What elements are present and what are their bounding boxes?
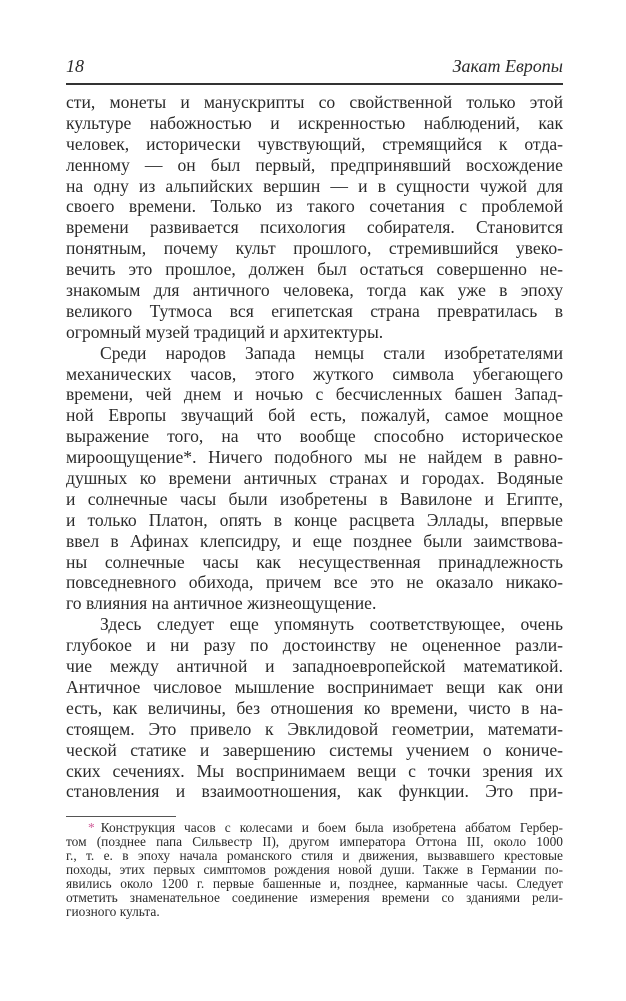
text-line: душных ко времени античных странах и городах. Водяные [66,468,563,489]
header-rule [66,83,563,85]
text-line: становления и взаимоотношения, как функции. Это при- [66,781,563,802]
text-line: глубокое и ни разу по достоинству не оцененное разли- [66,635,563,656]
text-line: мироощущение*. Ничего подобного мы не найдем в равно- [66,447,563,468]
text-line: своего времени. Только из такого сочетания с проблемой [66,196,563,217]
text-line: чие между античной и западноевропейской математикой. [66,656,563,677]
text-line: времени развивается психология собирателя. Становится [66,217,563,238]
text-line: ной Европы звучащий бой есть, пожалуй, самое мощное [66,405,563,426]
running-header [66,56,563,80]
text-line: великого Тутмоса вся египетская страна превратилась в [66,300,563,321]
text-line: выражение того, на что вообще способно историческое [66,426,563,447]
footnote-line: отметить знаменательное соединение измерения времени со зданиями рели- [66,890,563,905]
text-line: знакомым для античного человека, тогда как уже в эпоху [66,280,563,301]
text-line: го влияния на античное жизнеощущение. [66,593,377,614]
text-line: и только Платон, опять в конце расцвета Эллады, впервые [66,509,563,530]
footnote-line: том (позднее папа Сильвестр II), другом императора Оттона III, около 1000 [66,834,563,849]
text-line: повседневного обихода, причем все это не оказало никако- [66,572,563,593]
page-number: 18 [66,56,84,76]
footnote-line: г., т. е. в эпоху начала романского стиля и движения, вызвавшего крестовые [66,848,563,863]
text-line: понятным, почему культ прошлого, стремившийся увеко- [66,238,563,259]
footnote-line: гиозного культа. [66,904,160,919]
text-line: Среди народов Запада немцы стали изобретателями [100,342,563,363]
footnote-marker: * [88,820,95,835]
text-line: сти, монеты и манускрипты со свойственной только этой [66,92,563,112]
running-title: Закат Европы [452,56,563,76]
footnote-line [66,821,563,835]
text-line: механических часов, этого жуткого символа убегающего [66,363,563,384]
text-line: ческой статике и завершению системы учением о кониче- [66,739,563,760]
text-line: ввел в Афинах клепсидру, и еще позднее были заимствова- [66,530,563,551]
text-line: стоящем. Это привело к Эвклидовой геометрии, математи- [66,718,563,739]
footnote-rule [66,816,176,817]
text-line: ленному — он был первый, предпринявший восхождение [66,154,563,175]
text-line: Античное числовое мышление воспринимает вещи как они [66,676,563,697]
footnote-line: походы, этих первых симптомов рождения новой души. Также в Германии по- [66,862,563,877]
body-text [66,92,563,802]
text-line: ны солнечные часы как несущественная принадлежность [66,551,563,572]
text-line: есть, как величины, без отношения ко времени, чисто в на- [66,697,563,718]
text-line: времени, чей днем и ночью с бесчисленных башен Запад- [66,384,563,405]
text-line: на одну из альпийских вершин — и в сущности чужой для [66,175,563,196]
text-line: культуре набожностью и искренностью наблюдений, как [66,112,563,133]
footnote-line: явились около 1200 г. первые башенные и, позднее, карманные часы. Следует [66,876,563,891]
text-line: и солнечные часы были изобретены в Вавилоне и Египте, [66,488,563,509]
text-line: Здесь следует еще упомянуть соответствующее, очень [100,614,563,635]
footnote [66,821,563,919]
text-line: огромный музей традиций и архитектуры. [66,321,384,342]
text-line: ских сечениях. Мы воспринимаем вещи с точки зрения их [66,760,563,781]
footnote-text: Конструкция часов с колесами и боем была изобретена аббатом Гербер- [100,820,563,835]
text-line: человек, исторически чувствующий, стремящийся к отда- [66,133,563,154]
text-line: вечить это прошлое, должен был остаться совершенно не- [66,259,563,280]
